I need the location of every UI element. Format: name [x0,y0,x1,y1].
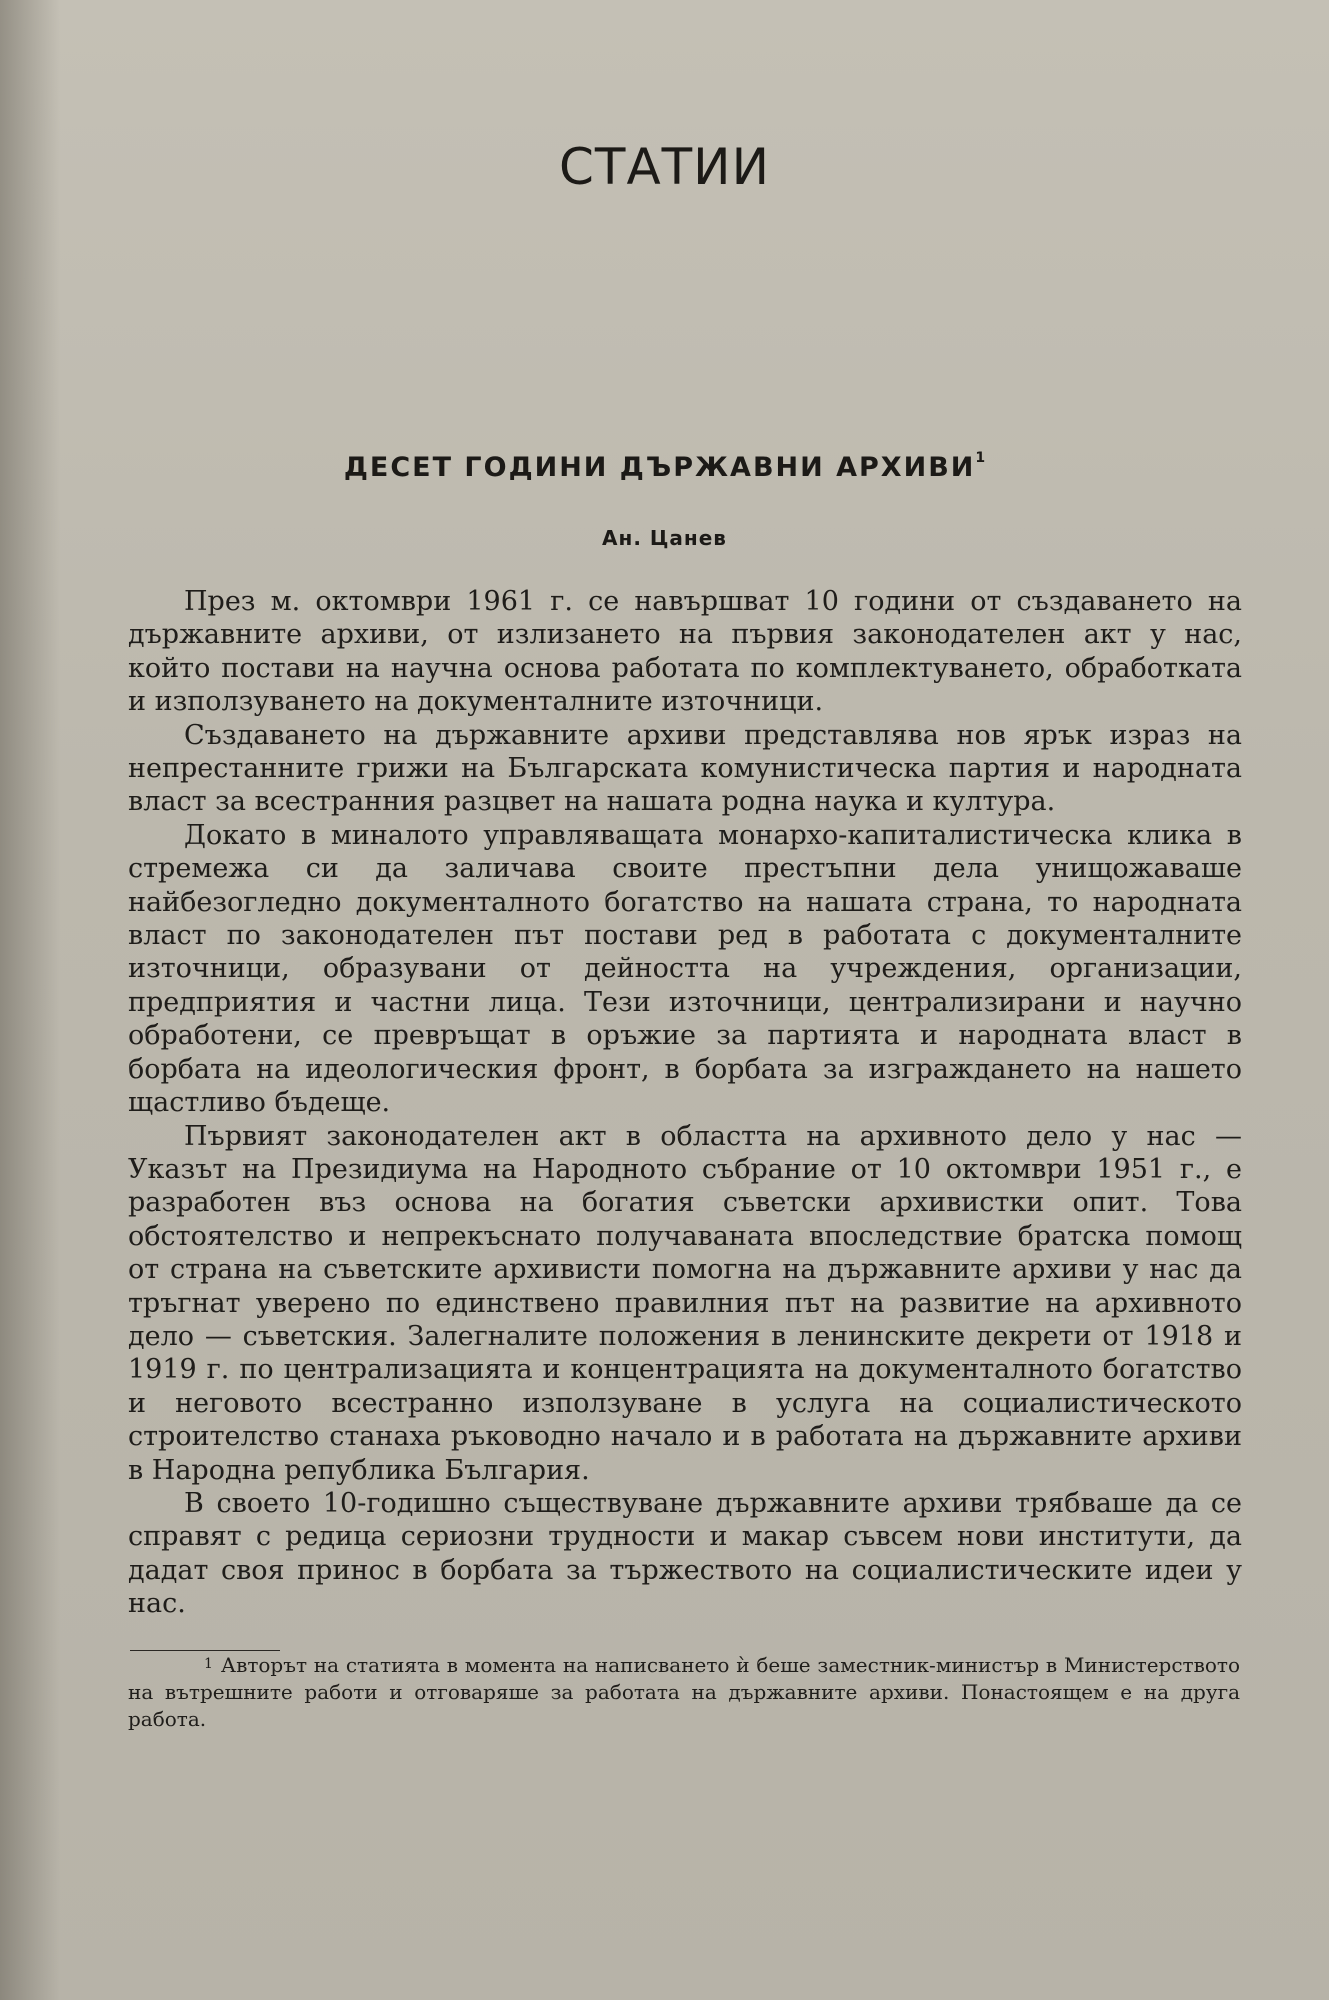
paragraph: Първият законодателен акт в областта на архивното дело у нас — Указът на Президиума на Народното събрание от 10 октомври 1951 г., е разработен въз основа на богатия съветски архивистки опит. Това обстоятелство и непрекъснато получаваната впоследствие братска помощ от страна на съветските архивисти помогна на държавните архиви у нас да тръгнат уверено по единствено правилния път на развитие на архивното дело — съветския. Залегналите положения в ленинските декрети от 1918 и 1919 г. по централизацията и концентрацията на документалното богатство и неговото всестранно използуване в услуга на социалистическото строителство станаха ръководно начало и в работата на държавните архиви в Народна република България. [128,1120,1242,1486]
section-title: СТАТИИ [558,138,770,196]
article-title [0,452,1329,483]
article-body [128,585,1242,1621]
article-title-text: ДЕСЕТ ГОДИНИ ДЪРЖАВНИ АРХИВИ [343,452,976,483]
article-author: Ан. Цанев [602,526,727,550]
footnote-mark: 1 [204,1656,213,1672]
title-footnote-mark: 1 [975,450,986,466]
paragraph: През м. октомври 1961 г. се навършват 10 години от създаването на държавните архиви, от излизането на първия законодателен акт у нас, който постави на научна основа работата по комплектуването, обработката и използуването на документалните източници. [128,586,1242,718]
footnote-divider [130,1650,280,1651]
paragraph: Създаването на държавните архиви представлява нов ярък израз на непрестанните грижи на Българската комунистическа партия и народната власт за всестранния разцвет на нашата родна наука и култура. [128,719,1242,818]
page-gutter-shadow [0,0,60,2000]
paragraph: Докато в миналото управляващата монархо-капиталистическа клика в стремежа си да заличава своите престъпни дела унищожаваше найбезогледно документалното богатство на нашата страна, то народната власт по законодателен път постави ред в работата с документалните източници, образувани от дейността на учреждения, организации, предприятия и частни лица. Тези източници, централизирани и научно обработени, се превръщат в оръжие за партията и народната власт в борбата на идеологическия фронт, в борбата за изграждането на нашето щастливо бъдеще. [128,819,1242,1119]
footnote-text: Авторът на статията в момента на написването ѝ беше заместник-министър в Министерството на вътрешните работи и отговаряше за работата на държавните архиви. Понастоящем е на друга работа. [128,1653,1240,1731]
footnote [128,1652,1240,1733]
paragraph: В своето 10-годишно съществуване държавните архиви трябваше да се справят с редица сериозни трудности и макар съвсем нови институти, да дадат своя принос в борбата за тържеството на социалистическите идеи у нас. [128,1487,1242,1620]
